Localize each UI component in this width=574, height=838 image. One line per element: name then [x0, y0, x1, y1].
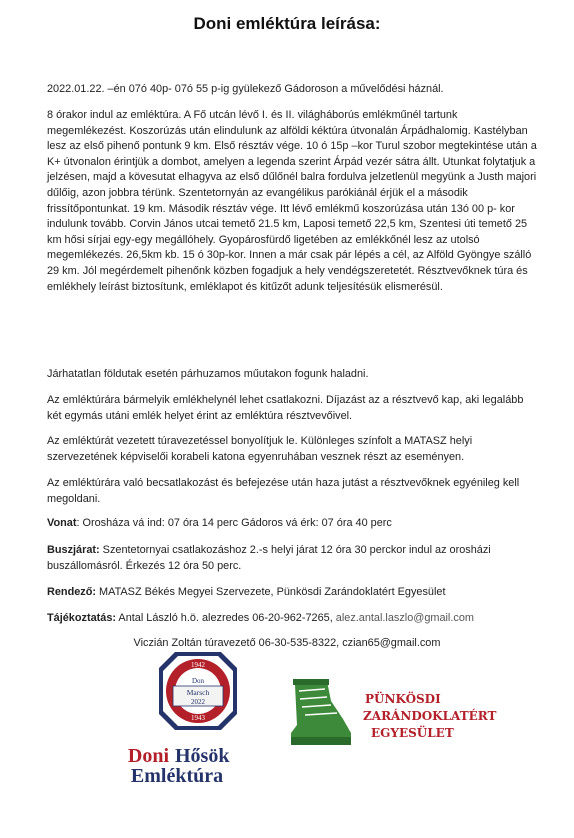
paragraph-join: Az emléktúrára bármelyik emlékhelynél lehet csatlakozni. Díjazást az a résztvevő kap, aki legalább két egymás utáni emlék helyet érint az emléktúra résztvevőivel. — [47, 394, 524, 422]
logo-marsch: Marsch — [186, 688, 210, 697]
train-text: : Orosháza vá ind: 07 óra 14 perc Gádoros vá érk: 07 óra 40 perc — [76, 517, 392, 529]
logo-word-emlektura: Emléktúra — [130, 765, 224, 787]
logo-year-bottom: 1943 — [191, 714, 205, 722]
hiking-boot-icon — [291, 679, 351, 745]
info-text: Antal László h.ö. alezredes 06-20-962-7265, — [116, 612, 336, 624]
punkosdi-zarandoklatert-logo — [285, 675, 515, 755]
train-label: Vonat — [47, 517, 77, 529]
paragraph-bus — [47, 543, 537, 574]
paragraph-train — [47, 516, 537, 532]
organizer-label: Rendező: — [47, 586, 97, 598]
logo-year-mid: 2022 — [191, 698, 205, 706]
info-email[interactable]: alez.antal.laszlo@gmail.com — [335, 612, 474, 624]
guide-line: Viczián Zoltán túravezető 06-30-535-8322, czian65@gmail.com — [133, 637, 441, 649]
bus-text: Szentetornyai csatlakozáshoz 2.-s helyi járat 12 óra 30 perckor indul az orosházi buszállomásról. Érkezés 12 óra 50 perc. — [47, 544, 491, 572]
paragraph-guided: Az emléktúrát vezetett túravezetéssel bonyolítjuk le. Különleges színfolt a MATASZ helyi szervezetének képviselői korabeli katona egyenruhában vesznek részt az eseményen. — [47, 435, 473, 463]
paragraph-date: 2022.01.22. –én 07ó 40p- 07ó 55 p-ig gyülekező Gádoroson a művelődési háznál. — [47, 83, 444, 95]
logo-year-top: 1942 — [191, 661, 205, 669]
paragraph-travel: Az emléktúrára való becsatlakozást és befejezése után haza jutást a résztvevőknek egyénileg kell megoldani. — [47, 477, 520, 505]
info-label: Tájékoztatás: — [47, 612, 116, 624]
doni-hosok-logo — [103, 650, 293, 790]
logo-don: Don — [191, 677, 205, 685]
paragraph-route: 8 órakor indul az emléktúra. A Fő utcán lévő I. és II. világháborús emlékműnél tartunk megemlékezést. Koszorúzás után elindulunk az alföldi kéktúra útvonalán Árpádhalomig. Kastélyban lesz az első pihenő pontunk 9 km. Első résztáv vége. 10 ó 15p –kor Turul szobor megtekintése után a K+ útvonalon érintjük a dombot, amelyen a legenda szerint Árpád vezér sátra állt. Utunkat folytatjuk a jelzésen, majd a kövesutat elhagyva az első dűlőnél balra fordulva jelzetlenül megyünk a Justh majori dűlőig, azon jobbra térünk. Szentetornyán az evangélikus parókiánál érjük el a második frissítőpontunkat. 19 km. Második résztáv vége. Itt lévő emlékmű koszorúzása után 13ó 00 p- kor indulunk tovább. Corvin János utcai temető 21.5 km, Laposi temető 22,5 km, Szentesi úti temető 25 km hősi sírjai egy-egy megállóhely. Gyopárosfürdő ligetében az emlékkőnél lesz az utolsó megemlékezés. 26,5km kb. 15 ó 30p-kor. Innen a már csak pár lépés a cél, az Alföld Gyöngye szálló 29 km. Jól megérdemelt pihenőnk közben fogadjuk a hely vendégszeretetét. Résztvevőknek túra és emlékhely leírást biztosítunk, emléklapot és kitűzőt adunk teljesítésük elismerésül. — [47, 109, 537, 293]
organizer-text: MATASZ Békés Megyei Szervezete, Pünkösdi Zarándoklatért Egyesület — [96, 586, 446, 598]
document-title: Doni emléktúra leírása: — [193, 14, 381, 33]
paragraph-organizer — [47, 585, 537, 601]
logo-punkosdi: PÜNKÖSDI — [365, 692, 441, 706]
paragraph-terrain: Járhatatlan földutak esetén párhuzamos műutakon fogunk haladni. — [47, 368, 369, 380]
logo-word-doni: Doni — [127, 745, 169, 767]
logo-egyesulet: EGYESÜLET — [371, 726, 454, 740]
bus-label: Buszjárat: — [47, 544, 100, 556]
logo-word-hosok: Hősök — [175, 745, 230, 767]
paragraph-info — [47, 611, 537, 627]
logo-zarandoklatert: ZARÁNDOKLATÉRT — [363, 709, 497, 723]
